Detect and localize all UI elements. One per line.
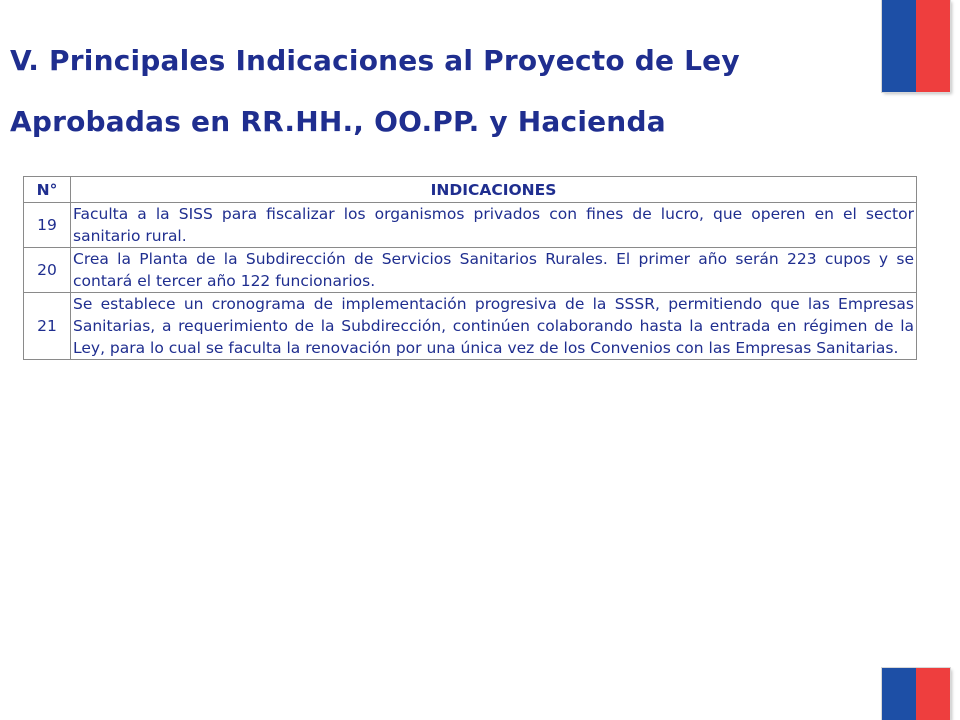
flag-red-stripe <box>916 668 950 720</box>
chile-flag-top <box>882 0 950 92</box>
table-row <box>24 248 917 293</box>
row-text: Faculta a la SISS para fiscalizar los organismos privados con fines de lucro, que operen en el sector sanitario rural. <box>71 203 917 248</box>
header-number: N° <box>24 177 71 203</box>
flag-red-stripe <box>916 0 950 92</box>
row-number: 21 <box>24 293 71 360</box>
row-number: 19 <box>24 203 71 248</box>
row-text: Se establece un cronograma de implementación progresiva de la SSSR, permitiendo que las Empresas Sanitarias, a requerimiento de la Subdirección, continúen colaborando hasta la entrada en régimen de la Ley, para lo cual se faculta la renovación por una única vez de los Convenios con las Empresas Sanitarias. <box>71 293 917 360</box>
chile-flag-bottom <box>882 668 950 720</box>
header-indicaciones: INDICACIONES <box>71 177 917 203</box>
table-row <box>24 293 917 360</box>
table-header-row <box>24 177 917 203</box>
row-number: 20 <box>24 248 71 293</box>
title-line-1: V. Principales Indicaciones al Proyecto de Ley <box>10 44 740 77</box>
row-text: Crea la Planta de la Subdirección de Servicios Sanitarios Rurales. El primer año serán 223 cupos y se contará el tercer año 122 funcionarios. <box>71 248 917 293</box>
flag-blue-stripe <box>882 668 916 720</box>
flag-blue-stripe <box>882 0 916 92</box>
page-title <box>10 30 740 152</box>
table-row <box>24 203 917 248</box>
indicaciones-table <box>23 176 917 360</box>
title-line-2: Aprobadas en RR.HH., OO.PP. y Hacienda <box>10 105 666 138</box>
